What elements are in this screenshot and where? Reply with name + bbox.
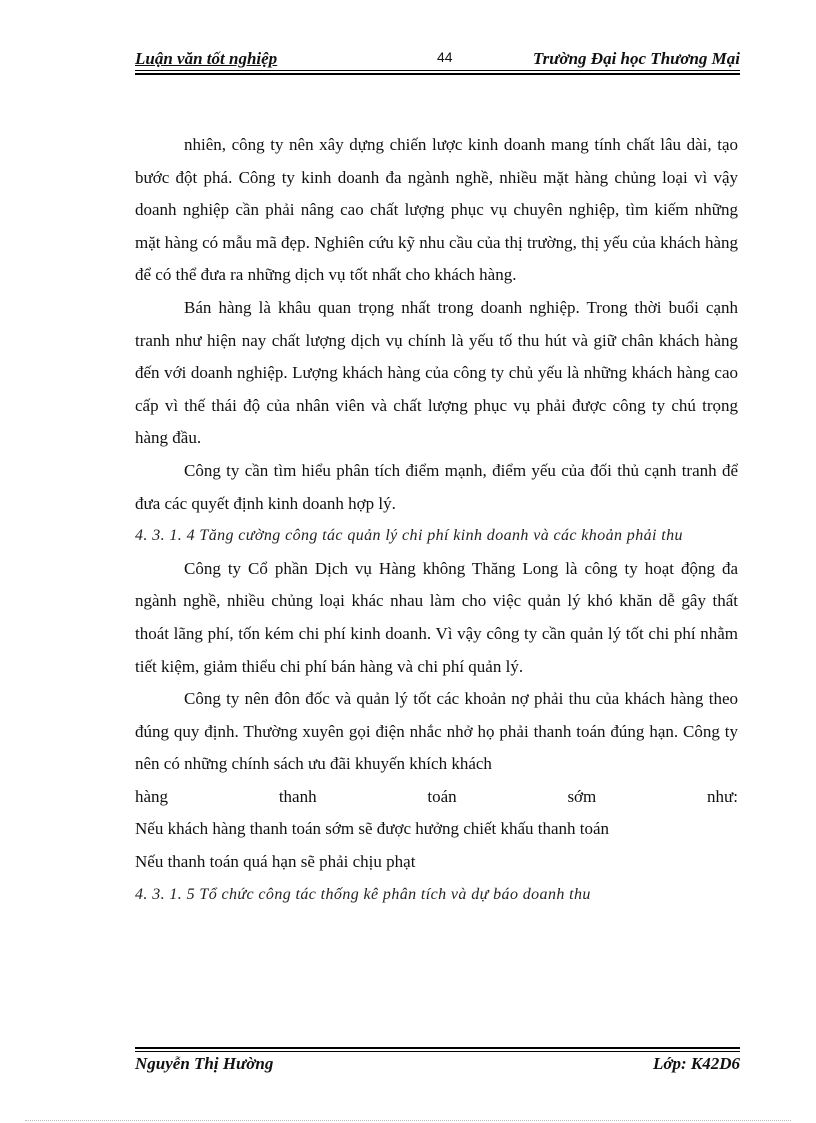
list-line-1: Nếu khách hàng thanh toán sớm sẽ được hưởng chiết khấu thanh toán xyxy=(135,819,610,839)
footer-rule-thin xyxy=(135,1051,740,1052)
page-footer xyxy=(135,1054,740,1078)
paragraph-1: nhiên, công ty nên xây dựng chiến lược kinh doanh mang tính chất lâu dài, tạo bước đột phá. Công ty kinh doanh đa ngành nghề, nhiều mặt hàng chủng loại vì vậy doanh nghiệp cần phải nâng cao chất lượng phục vụ chuyên nghiệp, tìm kiếm những mặt hàng có mẫu mã đẹp. Nghiên cứu kỹ nhu cầu của thị trường, thị yếu của khách hàng để có thể đưa ra những dịch vụ tốt nhất cho khách hàng. xyxy=(135,135,738,285)
header-university: Trường Đại học Thương Mại xyxy=(532,49,740,68)
footer-class: Lớp: K42D6 xyxy=(652,1054,740,1073)
page-header xyxy=(135,47,740,71)
section-heading-4-3-1-4: 4. 3. 1. 4 Tăng cường công tác quản lý chi phí kinh doanh và các khoản phải thu xyxy=(135,527,683,545)
section-heading-4-3-1-5: 4. 3. 1. 5 Tổ chức công tác thống kê phân tích và dự báo doanh thu xyxy=(135,885,591,903)
paragraph-5: Công ty nên đôn đốc và quản lý tốt các khoản nợ phải thu của khách hàng theo đúng quy định. Thường xuyên gọi điện nhắc nhở họ phải thanh toán đúng hạn. Công ty nên có những chính sách ưu đãi khuyến khích khách xyxy=(135,689,738,774)
paragraph-3: Công ty cần tìm hiểu phân tích điểm mạnh, điểm yếu của đối thủ cạnh tranh để đưa các quyết định kinh doanh hợp lý. xyxy=(135,460,738,513)
paragraph-4: Công ty Cổ phần Dịch vụ Hàng không Thăng Long là công ty hoạt động đa ngành nghề, nhiều chủng loại khác nhau làm cho việc quản lý khó khăn dễ gây thất thoát lãng phí, tốn kém chi phí kinh doanh. Vì vậy công ty cần quản lý tốt chi phí nhằm tiết kiệm, giảm thiểu chi phí bán hàng và chi phí quản lý. xyxy=(135,558,738,676)
list-line-2: Nếu thanh toán quá hạn sẽ phải chịu phạt xyxy=(135,852,416,872)
page-body xyxy=(135,129,738,911)
header-rule-thin xyxy=(135,70,740,71)
footer-rule-thick xyxy=(135,1047,740,1049)
paragraph-2: Bán hàng là khâu quan trọng nhất trong doanh nghiệp. Trong thời buổi cạnh tranh như hiện nay chất lượng dịch vụ chính là yếu tố thu hút và giữ chân khách hàng đến với doanh nghiệp. Lượng khách hàng của công ty chủ yếu là những khách hàng cao cấp vì thế thái độ của nhân viên và chất lượng phục vụ phải được công ty chú trọng hàng đầu. xyxy=(135,297,738,448)
header-thesis-label: Luận văn tốt nghiệp xyxy=(135,49,278,68)
footer-author: Nguyễn Thị Hường xyxy=(135,1054,274,1073)
paragraph-5-last-line: hàng thanh toán sớm như: xyxy=(135,786,738,806)
page-bottom-dotted-border xyxy=(25,1120,791,1121)
page-number: 44 xyxy=(437,49,453,65)
header-rule-thick xyxy=(135,73,740,75)
